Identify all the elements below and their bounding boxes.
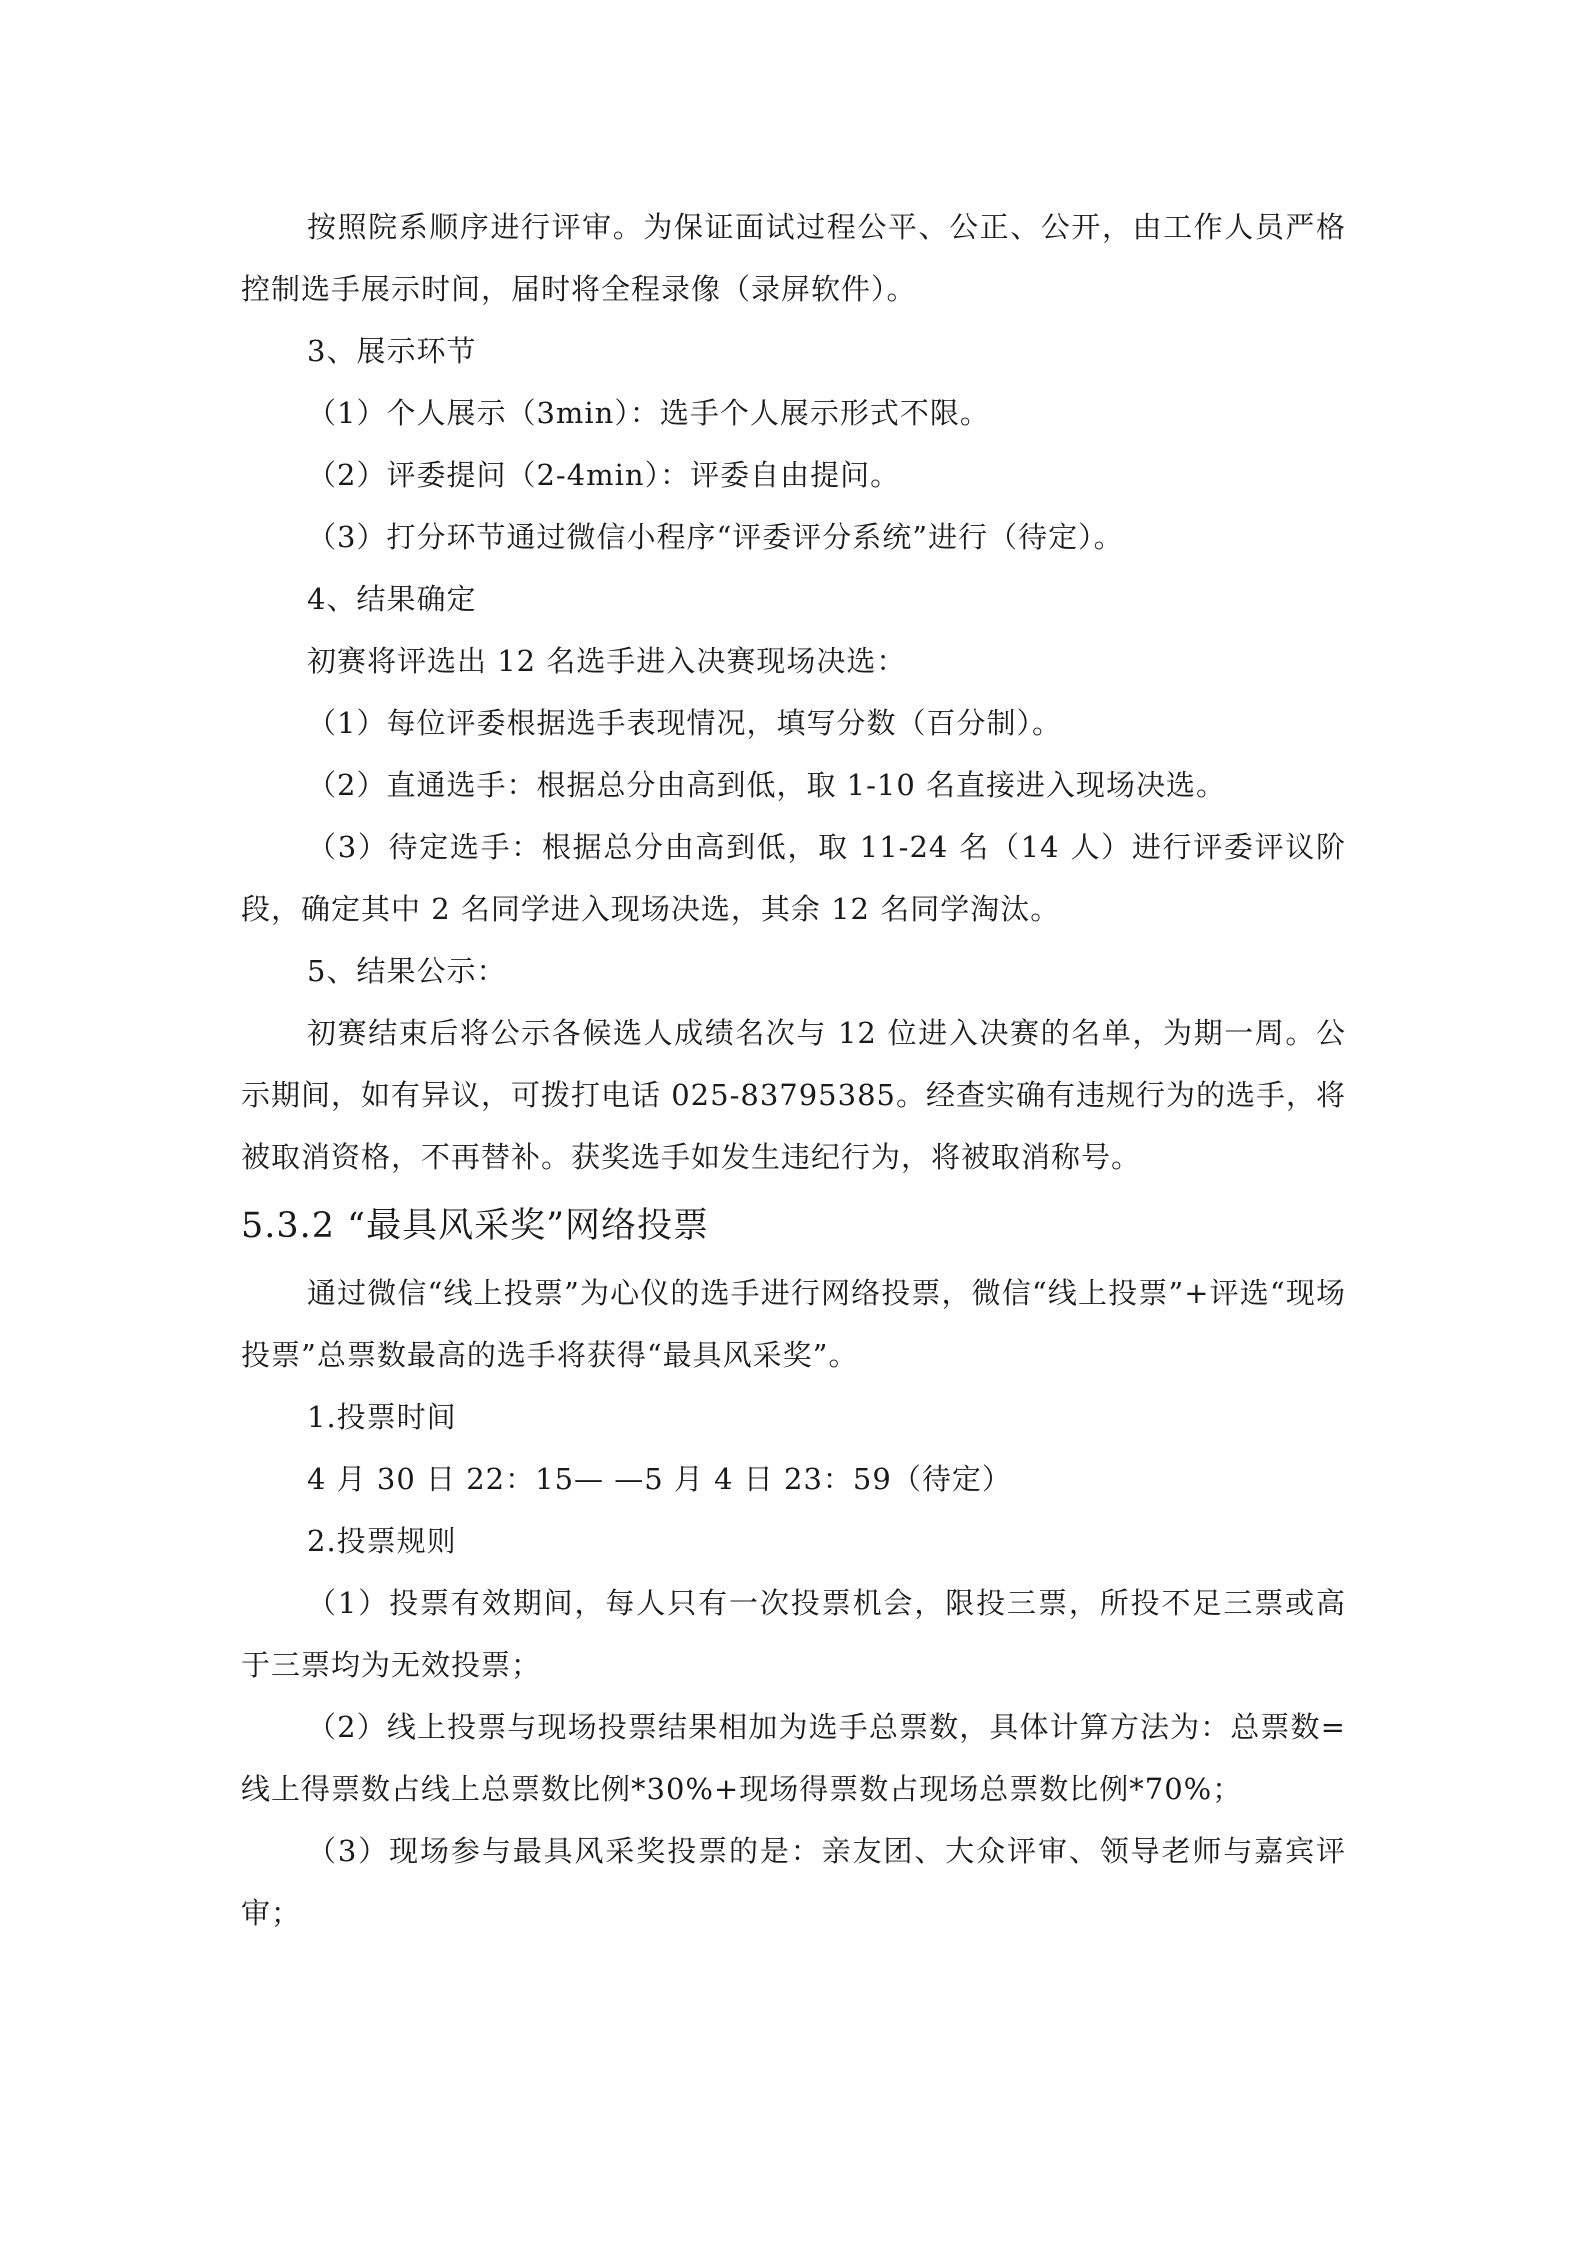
heading-result-publicity: 5、结果公示： bbox=[307, 954, 507, 988]
paragraph-publicity-details: 初赛结束后将公示各候选人成绩名次与 12 位进入决赛的名单，为期一周。公示期间，如有异议，可拨打电话 025-83795385。经查实确有违规行为的选手，将被取消资格，不再替补。获奖选手如发生违纪行为，将被取消称号。 bbox=[241, 1016, 1346, 1174]
list-item-voting-rule-1: （1）投票有效期间，每人只有一次投票机会，限投三票，所投不足三票或高于三票均为无效投票； bbox=[241, 1586, 1346, 1682]
document-page bbox=[241, 196, 1346, 1944]
paragraph-voting-time: 4 月 30 日 22：15— —5 月 4 日 23：59（待定） bbox=[307, 1462, 1012, 1496]
heading-voting-time: 1.投票时间 bbox=[307, 1400, 457, 1434]
list-item-voting-rule-3: （3）现场参与最具风采奖投票的是：亲友团、大众评审、领导老师与嘉宾评审； bbox=[241, 1834, 1346, 1930]
heading-voting-rules: 2.投票规则 bbox=[307, 1524, 457, 1558]
paragraph-online-voting: 通过微信“线上投票”为心仪的选手进行网络投票，微信“线上投票”+评选“现场投票”总票数最高的选手将获得“最具风采奖”。 bbox=[241, 1276, 1346, 1372]
list-item-personal-display: （1）个人展示（3min）：选手个人展示形式不限。 bbox=[307, 396, 990, 430]
heading-result-confirm: 4、结果确定 bbox=[307, 582, 477, 616]
paragraph-preliminary-selection: 初赛将评选出 12 名选手进入决赛现场决选： bbox=[307, 644, 907, 678]
list-item-direct-contestants: （2）直通选手：根据总分由高到低，取 1-10 名直接进入现场决选。 bbox=[307, 768, 1227, 802]
section-heading: 5.3.2 “最具风采奖”网络投票 bbox=[241, 1206, 709, 1246]
paragraph-review-order: 按照院系顺序进行评审。为保证面试过程公平、公正、公开，由工作人员严格控制选手展示时间，届时将全程录像（录屏软件）。 bbox=[241, 210, 1346, 306]
list-item-scoring: （3）打分环节通过微信小程序“评委评分系统”进行（待定）。 bbox=[307, 520, 1124, 554]
list-item-judge-score: （1）每位评委根据选手表现情况，填写分数（百分制）。 bbox=[307, 706, 1062, 740]
heading-display-stage: 3、展示环节 bbox=[307, 334, 477, 368]
list-item-pending-contestants: （3）待定选手：根据总分由高到低，取 11-24 名（14 人）进行评委评议阶段，确定其中 2 名同学进入现场决选，其余 12 名同学淘汰。 bbox=[241, 830, 1346, 926]
list-item-judge-questions: （2）评委提问（2-4min）：评委自由提问。 bbox=[307, 458, 901, 492]
list-item-voting-rule-2: （2）线上投票与现场投票结果相加为选手总票数，具体计算方法为：总票数=线上得票数占线上总票数比例*30%+现场得票数占现场总票数比例*70%； bbox=[241, 1710, 1346, 1806]
